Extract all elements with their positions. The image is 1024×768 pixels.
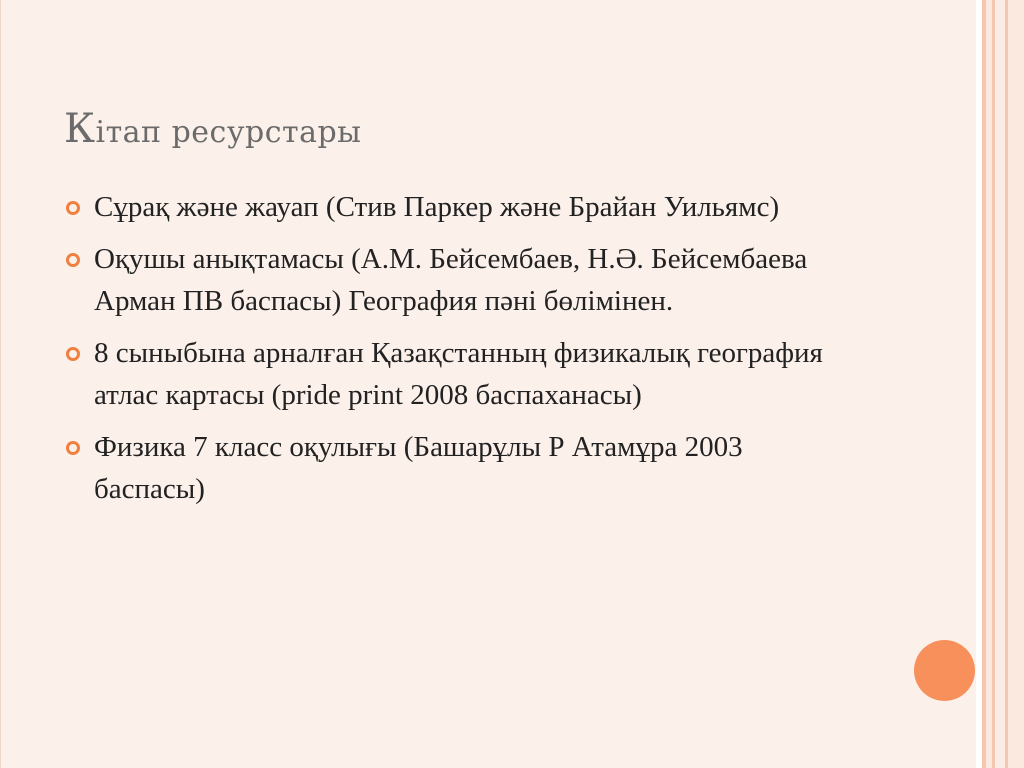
bullet-item xyxy=(64,332,854,416)
bullet-text: Физика 7 класс оқулығы (Башарұлы Р Атамұра 2003 баспасы) xyxy=(94,431,743,505)
circle-bullet-icon xyxy=(66,253,80,267)
circle-bullet-icon xyxy=(66,347,80,361)
decor-stripe xyxy=(1008,0,1024,768)
slide-title-rest: ітап ресурстары xyxy=(95,115,362,150)
circle-bullet-icon xyxy=(66,441,80,455)
bullet-text: Оқушы анықтамасы (А.М. Бейсембаев, Н.Ә. Бейсембаева Арман ПВ баспасы) География пәні бөлімінен. xyxy=(94,243,808,317)
slide-title-initial: К xyxy=(64,106,96,152)
slide-title xyxy=(64,106,362,152)
bullet-list xyxy=(64,186,854,520)
bullet-text: Сұрақ және жауап (Стив Паркер және Брайан Уильямс) xyxy=(94,191,780,223)
bullet-item xyxy=(64,426,854,510)
bullet-text: 8 сыныбына арналған Қазақстанның физикалық география атлас картасы (pride print 2008 баспаханасы) xyxy=(94,337,823,411)
decorative-circle xyxy=(914,640,975,701)
circle-bullet-icon xyxy=(66,201,80,215)
bullet-item xyxy=(64,238,854,322)
decor-stripe xyxy=(995,0,1005,768)
bullet-item xyxy=(64,186,854,228)
